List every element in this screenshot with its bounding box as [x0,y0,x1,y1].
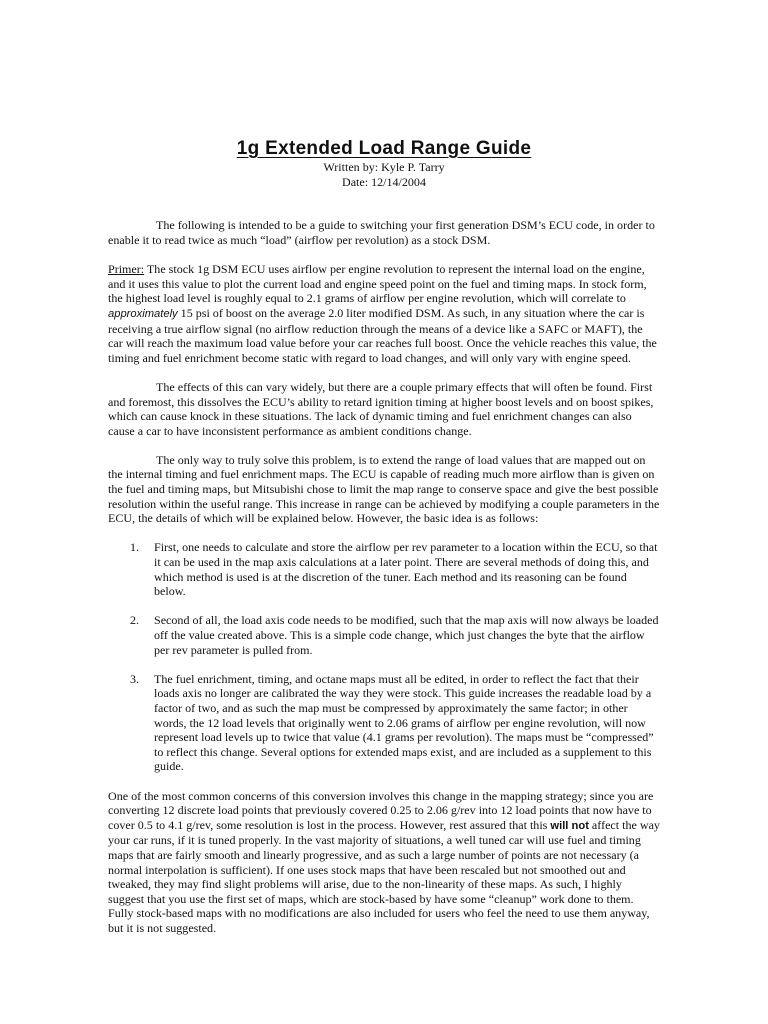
list-item [108,613,660,657]
primer-emphasis: approximately [108,307,178,320]
list-item [108,540,660,598]
primer-text-2: 15 psi of boost on the average 2.0 liter modified DSM. As such, in any situation where the car is receiving a true airflow signal (no airflow reduction through the means of a device like a SAFC or MAFT), the car will reach the maximum load value before your car reaches full boost. Once the vehicle reaches this value, the timing and fuel enrichment become static with regard to load changes, and will only vary with engine speed. [108,305,657,365]
list-item-number: 3. [130,671,140,686]
concerns-paragraph [108,789,660,936]
list-item-text: The fuel enrichment, timing, and octane maps must all be edited, in order to reflect the fact that their loads axis no longer are calibrated the way they were stock. This guide increases the readable load by a factor of two, and as such the map must be compressed by approximately the same factor; in other words, the 12 load levels that originally went to 2.06 grams of airflow per engine revolution, will now represent load levels up to twice that value (4.1 grams per revolution). The maps must be “compressed” to reflect this change. Several options for extended maps exist, and are included as a supplement to this guide. [154,671,654,774]
document-title: 1g Extended Load Range Guide [236,138,532,159]
primer-paragraph [108,262,660,365]
author-line: Written by: Kyle P. Tarry [323,160,445,174]
effects-paragraph: The effects of this can vary widely, but there are a couple primary effects that will often be found. First and foremost, this dissolves the ECU’s ability to retard ignition timing at higher boost levels and on boost spikes, which can cause knock in these situations. The lack of dynamic timing and fuel enrichment changes can also cause a car to have inconsistent performance as ambient conditions change. [108,379,654,438]
solution-paragraph: The only way to truly solve this problem, is to extend the range of load values that are mapped out on the internal timing and fuel enrichment maps. The ECU is capable of reading much more airflow than is given on the fuel and timing maps, but Mitsubishi chose to limit the map range to conserve space and give the best possible resolution within the useful range. This increase in range can be achieved by modifying a couple parameters in the ECU, the details of which will be explained below. However, the basic idea is as follows: [108,452,660,526]
date-line: Date: 12/14/2004 [342,174,426,189]
list-item-text: Second of all, the load axis code needs to be modified, such that the map axis will now always be loaded off the value created above. This is a simple code change, which just changes the byte that the airflow per rev parameter is pulled from. [154,613,659,657]
concerns-text-2: affect the way your car runs, if it is tuned properly. In the vast majority of situations, a well tuned car will use fuel and timing maps that are fairly smooth and linearly progressive, and as such a large number of points are not necessary (a normal interpolation is sufficient). If one uses stock maps that have been rescaled but not smoothed out and tweaked, they may find slight problems will arise, due to the non-linearity of these maps. As such, I highly suggest that you use the first set of maps, which are stock-based by have some “cleanup” work done to them. Fully stock-based maps with no modifications are also included for users who feel the need to use them anyway, but it is not suggested. [108,817,660,935]
document-body [108,138,660,935]
list-item-text: First, one needs to calculate and store the airflow per rev parameter to a location within the ECU, so that it can be used in the map axis calculations at a later point. There are several methods of doing this, and which method is used is at the discretion of the tuner. Each method and its reasoning can be found below. [154,540,658,599]
intro-paragraph: The following is intended to be a guide to switching your first generation DSM’s ECU code, in order to enable it to read twice as much “load” (airflow per revolution) as a stock DSM. [108,218,655,247]
concerns-text-1: One of the most common concerns of this conversion involves this change in the mapping strategy; since you are converting 12 discrete load points that previously covered 0.25 to 2.06 g/rev into 12 load points that now have to cover 0.5 to 4.1 g/rev, some resolution is lost in the process. However, rest assured that this [108,788,654,832]
concerns-emphasis: will not [550,819,589,832]
primer-text-1: The stock 1g DSM ECU uses airflow per engine revolution to represent the internal load on the engine, and it uses this value to plot the current load and engine speed point on the fuel and timing maps. In stock form, the highest load level is roughly equal to 2.1 grams of airflow per engine revolution, which will correlate to [108,262,647,306]
primer-label: Primer: [108,262,145,277]
list-item [108,672,660,774]
steps-list [108,540,660,774]
list-item-number: 1. [130,540,140,555]
list-item-number: 2. [130,613,140,628]
